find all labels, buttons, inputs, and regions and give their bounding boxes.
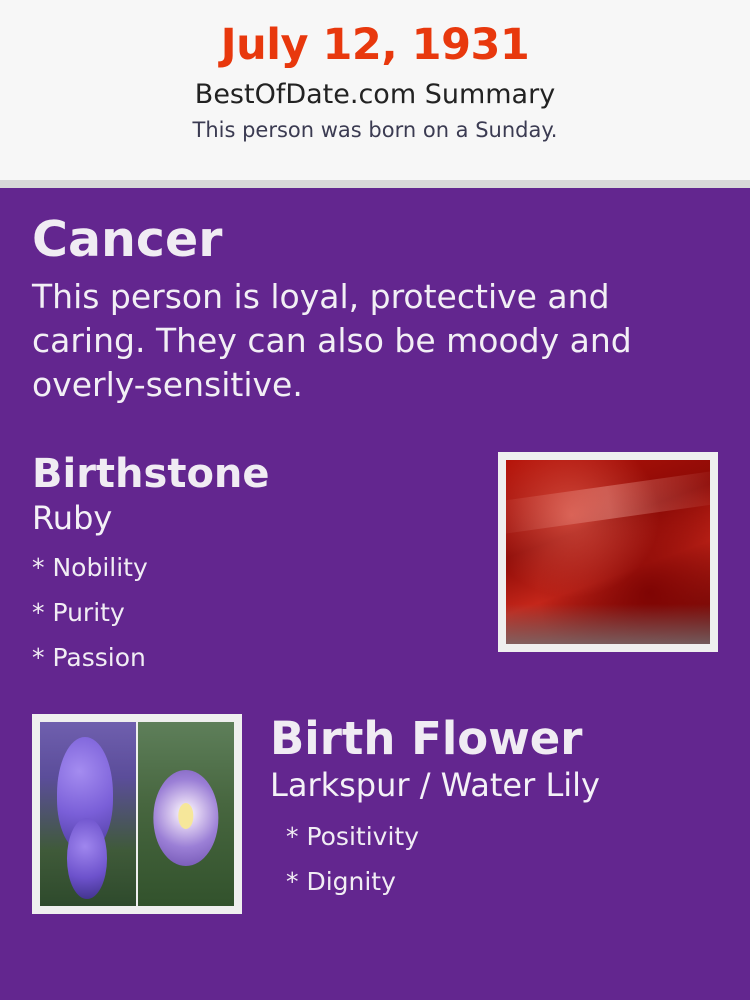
birth-weekday-note: This person was born on a Sunday. bbox=[192, 117, 558, 142]
larkspur-flower-image bbox=[40, 722, 136, 906]
birthflower-text-block bbox=[270, 714, 718, 904]
site-summary-label: BestOfDate.com Summary bbox=[194, 79, 556, 111]
birthflower-trait: * Positivity bbox=[286, 822, 419, 852]
details-panel bbox=[0, 188, 750, 1000]
birthstone-trait: * Nobility bbox=[32, 553, 148, 583]
zodiac-sign-description: This person is loyal, protective and caring. They can also be moody and overly-sensitive. bbox=[32, 277, 632, 404]
birthstone-trait: * Purity bbox=[32, 598, 125, 628]
zodiac-sign-name: Cancer bbox=[32, 211, 223, 268]
birthstone-text-block bbox=[32, 452, 462, 680]
ruby-gemstone-image bbox=[506, 460, 710, 644]
birthstone-photo-frame bbox=[498, 452, 718, 652]
birthflower-photo-frame bbox=[32, 714, 242, 914]
birthflower-heading: Birth Flower bbox=[270, 712, 583, 766]
birthstone-section bbox=[32, 452, 718, 680]
birthflower-trait: * Dignity bbox=[286, 867, 396, 897]
birthstone-name: Ruby bbox=[32, 498, 113, 537]
card-header bbox=[0, 0, 750, 180]
birthflower-section bbox=[32, 714, 718, 929]
birthflower-name: Larkspur / Water Lily bbox=[270, 765, 600, 804]
water-lily-flower-image bbox=[138, 722, 234, 906]
birth-date-title: July 12, 1931 bbox=[220, 20, 530, 70]
birthstone-heading: Birthstone bbox=[32, 451, 270, 498]
birthstone-trait: * Passion bbox=[32, 643, 146, 673]
header-divider bbox=[0, 180, 750, 188]
